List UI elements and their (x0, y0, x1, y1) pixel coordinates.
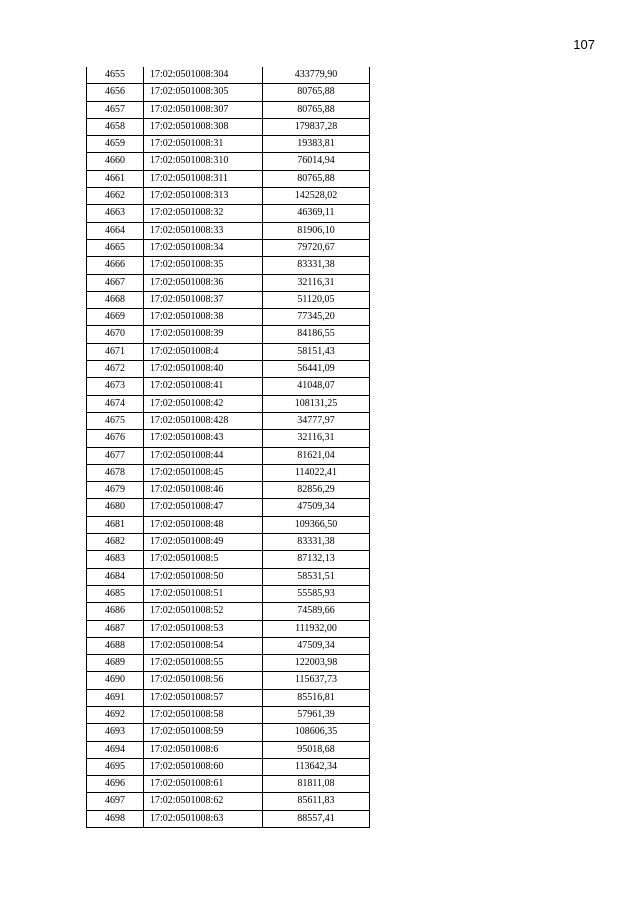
cadastral-number-cell: 17:02:0501008:47 (144, 499, 263, 516)
value-cell: 51120,05 (263, 291, 370, 308)
value-cell: 58531,51 (263, 568, 370, 585)
row-number-cell: 4685 (87, 585, 144, 602)
row-number-cell: 4697 (87, 793, 144, 810)
cadastral-number-cell: 17:02:0501008:60 (144, 758, 263, 775)
table-row (87, 776, 370, 793)
cadastral-number-cell: 17:02:0501008:305 (144, 84, 263, 101)
table-row (87, 205, 370, 222)
table-row (87, 516, 370, 533)
row-number-cell: 4698 (87, 810, 144, 827)
value-cell: 34777,97 (263, 412, 370, 429)
cadastral-number-cell: 17:02:0501008:428 (144, 412, 263, 429)
cadastral-number-cell: 17:02:0501008:41 (144, 378, 263, 395)
table-row (87, 188, 370, 205)
value-cell: 113642,34 (263, 758, 370, 775)
row-number-cell: 4689 (87, 655, 144, 672)
value-cell: 80765,88 (263, 101, 370, 118)
table-row (87, 361, 370, 378)
table-row (87, 136, 370, 153)
cadastral-number-cell: 17:02:0501008:39 (144, 326, 263, 343)
value-cell: 80765,88 (263, 84, 370, 101)
table-row (87, 620, 370, 637)
row-number-cell: 4682 (87, 534, 144, 551)
cadastral-number-cell: 17:02:0501008:51 (144, 585, 263, 602)
table-row (87, 706, 370, 723)
cadastral-number-cell: 17:02:0501008:46 (144, 482, 263, 499)
value-cell: 142528,02 (263, 188, 370, 205)
value-cell: 83331,38 (263, 534, 370, 551)
table-row (87, 395, 370, 412)
value-cell: 47509,34 (263, 499, 370, 516)
cadastral-number-cell: 17:02:0501008:48 (144, 516, 263, 533)
value-cell: 80765,88 (263, 170, 370, 187)
value-cell: 108131,25 (263, 395, 370, 412)
cadastral-number-cell: 17:02:0501008:33 (144, 222, 263, 239)
cadastral-number-cell: 17:02:0501008:313 (144, 188, 263, 205)
row-number-cell: 4656 (87, 84, 144, 101)
table-row (87, 672, 370, 689)
row-number-cell: 4692 (87, 706, 144, 723)
table-row (87, 499, 370, 516)
row-number-cell: 4679 (87, 482, 144, 499)
value-cell: 32116,31 (263, 274, 370, 291)
cadastral-number-cell: 17:02:0501008:44 (144, 447, 263, 464)
table-row (87, 291, 370, 308)
row-number-cell: 4676 (87, 430, 144, 447)
value-cell: 114022,41 (263, 464, 370, 481)
cadastral-number-cell: 17:02:0501008:311 (144, 170, 263, 187)
table-row (87, 257, 370, 274)
value-cell: 95018,68 (263, 741, 370, 758)
row-number-cell: 4667 (87, 274, 144, 291)
row-number-cell: 4683 (87, 551, 144, 568)
row-number-cell: 4655 (87, 67, 144, 84)
value-cell: 109366,50 (263, 516, 370, 533)
row-number-cell: 4686 (87, 603, 144, 620)
table-row (87, 274, 370, 291)
row-number-cell: 4659 (87, 136, 144, 153)
value-cell: 85611,83 (263, 793, 370, 810)
table-row (87, 482, 370, 499)
cadastral-number-cell: 17:02:0501008:42 (144, 395, 263, 412)
value-cell: 82856,29 (263, 482, 370, 499)
cadastral-number-cell: 17:02:0501008:61 (144, 776, 263, 793)
value-cell: 58151,43 (263, 343, 370, 360)
table-row (87, 170, 370, 187)
table-row (87, 412, 370, 429)
table-row (87, 84, 370, 101)
cadastral-number-cell: 17:02:0501008:37 (144, 291, 263, 308)
cadastral-number-cell: 17:02:0501008:36 (144, 274, 263, 291)
row-number-cell: 4693 (87, 724, 144, 741)
table-row (87, 343, 370, 360)
table-row (87, 793, 370, 810)
row-number-cell: 4687 (87, 620, 144, 637)
table-row (87, 222, 370, 239)
cadastral-number-cell: 17:02:0501008:52 (144, 603, 263, 620)
value-cell: 122003,98 (263, 655, 370, 672)
cadastral-number-cell: 17:02:0501008:58 (144, 706, 263, 723)
value-cell: 81621,04 (263, 447, 370, 464)
cadastral-number-cell: 17:02:0501008:32 (144, 205, 263, 222)
value-cell: 56441,09 (263, 361, 370, 378)
value-cell: 83331,38 (263, 257, 370, 274)
cadastral-number-cell: 17:02:0501008:5 (144, 551, 263, 568)
row-number-cell: 4670 (87, 326, 144, 343)
table-row (87, 378, 370, 395)
row-number-cell: 4691 (87, 689, 144, 706)
row-number-cell: 4663 (87, 205, 144, 222)
table-row (87, 724, 370, 741)
cadastral-number-cell: 17:02:0501008:49 (144, 534, 263, 551)
table-row (87, 326, 370, 343)
table-row (87, 637, 370, 654)
table-row (87, 655, 370, 672)
row-number-cell: 4668 (87, 291, 144, 308)
table-row (87, 464, 370, 481)
cadastral-number-cell: 17:02:0501008:53 (144, 620, 263, 637)
cadastral-number-cell: 17:02:0501008:59 (144, 724, 263, 741)
row-number-cell: 4664 (87, 222, 144, 239)
row-number-cell: 4660 (87, 153, 144, 170)
table-row (87, 758, 370, 775)
table-row (87, 551, 370, 568)
cadastral-number-cell: 17:02:0501008:31 (144, 136, 263, 153)
table-row (87, 309, 370, 326)
value-cell: 19383,81 (263, 136, 370, 153)
table-row (87, 689, 370, 706)
cadastral-number-cell: 17:02:0501008:63 (144, 810, 263, 827)
table-row (87, 153, 370, 170)
row-number-cell: 4696 (87, 776, 144, 793)
table-row (87, 741, 370, 758)
table-row (87, 585, 370, 602)
row-number-cell: 4657 (87, 101, 144, 118)
cadastral-number-cell: 17:02:0501008:54 (144, 637, 263, 654)
table-row (87, 239, 370, 256)
row-number-cell: 4680 (87, 499, 144, 516)
value-cell: 32116,31 (263, 430, 370, 447)
value-cell: 41048,07 (263, 378, 370, 395)
cadastral-number-cell: 17:02:0501008:310 (144, 153, 263, 170)
cadastral-number-cell: 17:02:0501008:34 (144, 239, 263, 256)
table-row (87, 534, 370, 551)
value-cell: 84186,55 (263, 326, 370, 343)
row-number-cell: 4690 (87, 672, 144, 689)
cadastral-number-cell: 17:02:0501008:55 (144, 655, 263, 672)
row-number-cell: 4673 (87, 378, 144, 395)
value-cell: 47509,34 (263, 637, 370, 654)
table-row (87, 568, 370, 585)
value-cell: 55585,93 (263, 585, 370, 602)
value-cell: 81811,08 (263, 776, 370, 793)
cadastral-number-cell: 17:02:0501008:6 (144, 741, 263, 758)
row-number-cell: 4666 (87, 257, 144, 274)
cadastral-number-cell: 17:02:0501008:57 (144, 689, 263, 706)
cadastral-number-cell: 17:02:0501008:40 (144, 361, 263, 378)
value-cell: 87132,13 (263, 551, 370, 568)
value-cell: 115637,73 (263, 672, 370, 689)
value-cell: 76014,94 (263, 153, 370, 170)
value-cell: 111932,00 (263, 620, 370, 637)
value-cell: 179837,28 (263, 118, 370, 135)
row-number-cell: 4662 (87, 188, 144, 205)
table-row (87, 603, 370, 620)
page-number: 107 (573, 37, 595, 52)
value-cell: 88557,41 (263, 810, 370, 827)
value-cell: 81906,10 (263, 222, 370, 239)
row-number-cell: 4694 (87, 741, 144, 758)
value-cell: 79720,67 (263, 239, 370, 256)
row-number-cell: 4678 (87, 464, 144, 481)
row-number-cell: 4661 (87, 170, 144, 187)
table-row (87, 447, 370, 464)
value-cell: 46369,11 (263, 205, 370, 222)
row-number-cell: 4684 (87, 568, 144, 585)
cadastral-number-cell: 17:02:0501008:50 (144, 568, 263, 585)
table-row (87, 430, 370, 447)
table-row (87, 101, 370, 118)
row-number-cell: 4681 (87, 516, 144, 533)
row-number-cell: 4677 (87, 447, 144, 464)
row-number-cell: 4674 (87, 395, 144, 412)
cadastral-number-cell: 17:02:0501008:304 (144, 67, 263, 84)
value-cell: 433779,90 (263, 67, 370, 84)
row-number-cell: 4665 (87, 239, 144, 256)
cadastral-number-cell: 17:02:0501008:308 (144, 118, 263, 135)
value-cell: 74589,66 (263, 603, 370, 620)
value-cell: 85516,81 (263, 689, 370, 706)
cadastral-number-cell: 17:02:0501008:35 (144, 257, 263, 274)
table-body (87, 67, 370, 828)
data-table (86, 67, 370, 828)
cadastral-number-cell: 17:02:0501008:56 (144, 672, 263, 689)
row-number-cell: 4669 (87, 309, 144, 326)
cadastral-number-cell: 17:02:0501008:43 (144, 430, 263, 447)
value-cell: 108606,35 (263, 724, 370, 741)
row-number-cell: 4688 (87, 637, 144, 654)
row-number-cell: 4672 (87, 361, 144, 378)
value-cell: 77345,20 (263, 309, 370, 326)
cadastral-number-cell: 17:02:0501008:307 (144, 101, 263, 118)
cadastral-number-cell: 17:02:0501008:62 (144, 793, 263, 810)
cadastral-number-cell: 17:02:0501008:38 (144, 309, 263, 326)
table-row (87, 67, 370, 84)
table-row (87, 810, 370, 827)
row-number-cell: 4695 (87, 758, 144, 775)
cadastral-number-cell: 17:02:0501008:4 (144, 343, 263, 360)
row-number-cell: 4671 (87, 343, 144, 360)
value-cell: 57961,39 (263, 706, 370, 723)
cadastral-number-cell: 17:02:0501008:45 (144, 464, 263, 481)
row-number-cell: 4658 (87, 118, 144, 135)
table-row (87, 118, 370, 135)
row-number-cell: 4675 (87, 412, 144, 429)
